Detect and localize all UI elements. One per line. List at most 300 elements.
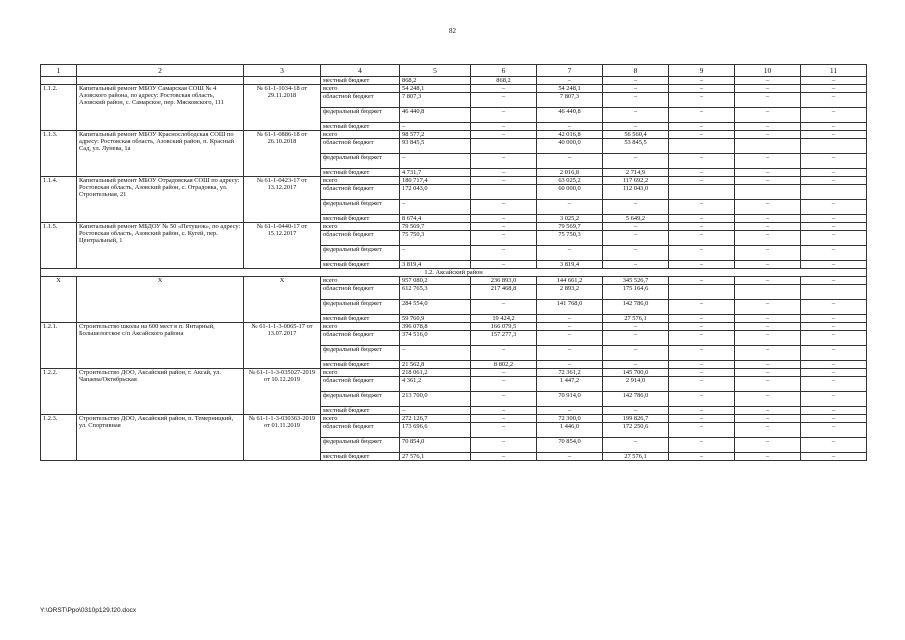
value-cell: – bbox=[735, 438, 801, 453]
budget-type: местный бюджет bbox=[321, 315, 400, 323]
value-cell: – bbox=[801, 300, 867, 315]
header-cell: 10 bbox=[735, 65, 801, 77]
table-row bbox=[41, 85, 867, 93]
value-cell: – bbox=[735, 246, 801, 261]
value-cell: – bbox=[471, 246, 537, 261]
value-cell: – bbox=[669, 85, 735, 93]
section-row bbox=[41, 269, 867, 277]
budget-type: федеральный бюджет bbox=[321, 154, 400, 169]
value-cell: – bbox=[471, 131, 537, 139]
item-name: Капитальный ремонт МБОУ Самарская СОШ № 4 Азовского района, по адресу: Ростовская область, Азовский район, с. Самарское, пер. Мясковского, 111 bbox=[77, 85, 244, 131]
value-cell: 8 674,4 bbox=[400, 215, 471, 223]
value-cell: – bbox=[801, 169, 867, 177]
budget-type: местный бюджет bbox=[321, 407, 400, 415]
value-cell: – bbox=[801, 392, 867, 407]
value-cell: 5 649,2 bbox=[603, 215, 669, 223]
item-number: Х bbox=[41, 277, 77, 323]
table-row bbox=[41, 277, 867, 285]
value-cell: – bbox=[801, 361, 867, 369]
budget-type: местный бюджет bbox=[321, 453, 400, 461]
value-cell: – bbox=[603, 346, 669, 361]
value-cell: – bbox=[669, 392, 735, 407]
value-cell: – bbox=[735, 415, 801, 423]
value-cell: – bbox=[669, 277, 735, 285]
value-cell: – bbox=[471, 423, 537, 438]
value-cell: – bbox=[801, 154, 867, 169]
value-cell: – bbox=[603, 77, 669, 85]
item-number: 1.1.5. bbox=[41, 223, 77, 269]
budget-type: всего bbox=[321, 415, 400, 423]
page-number: 82 bbox=[449, 27, 456, 35]
value-cell: 272 126,7 bbox=[400, 415, 471, 423]
value-cell: – bbox=[801, 377, 867, 392]
value-cell: 4 361,2 bbox=[400, 377, 471, 392]
value-cell: – bbox=[801, 223, 867, 231]
budget-type: федеральный бюджет bbox=[321, 246, 400, 261]
item-name: Капитальный ремонт МБДОУ № 50 «Петушок», по адресу: Ростовская область, Азовский район, с. Кугей, пер. Центральный, 1 bbox=[77, 223, 244, 269]
value-cell bbox=[801, 285, 867, 300]
value-cell: – bbox=[801, 453, 867, 461]
value-cell: – bbox=[471, 346, 537, 361]
header-cell: 1 bbox=[41, 65, 77, 77]
value-cell: – bbox=[735, 154, 801, 169]
value-cell: – bbox=[537, 331, 603, 346]
value-cell: – bbox=[801, 423, 867, 438]
value-cell: – bbox=[471, 261, 537, 269]
value-cell: 284 554,0 bbox=[400, 300, 471, 315]
value-cell: 46 440,8 bbox=[537, 108, 603, 123]
value-cell: – bbox=[669, 377, 735, 392]
value-cell: – bbox=[735, 423, 801, 438]
value-cell bbox=[735, 185, 801, 200]
item-document: № 61-1-1034-18 от 29.11.2018 bbox=[244, 85, 321, 131]
value-cell: – bbox=[669, 215, 735, 223]
value-cell: – bbox=[603, 108, 669, 123]
value-cell bbox=[801, 139, 867, 154]
value-cell: – bbox=[669, 300, 735, 315]
value-cell: 612 765,3 bbox=[400, 285, 471, 300]
value-cell: 236 893,0 bbox=[471, 277, 537, 285]
value-cell: 98 577,2 bbox=[400, 131, 471, 139]
value-cell: – bbox=[669, 346, 735, 361]
value-cell: – bbox=[537, 361, 603, 369]
value-cell: – bbox=[669, 369, 735, 377]
value-cell: 396 078,8 bbox=[400, 323, 471, 331]
value-cell: – bbox=[801, 415, 867, 423]
value-cell: – bbox=[801, 346, 867, 361]
value-cell: – bbox=[735, 123, 801, 131]
item-document: Х bbox=[244, 277, 321, 323]
value-cell: – bbox=[603, 407, 669, 415]
budget-type: областной бюджет bbox=[321, 185, 400, 200]
value-cell: 173 696,6 bbox=[400, 423, 471, 438]
value-cell: – bbox=[735, 277, 801, 285]
value-cell: – bbox=[735, 453, 801, 461]
value-cell: 42 016,8 bbox=[537, 131, 603, 139]
value-cell: – bbox=[801, 261, 867, 269]
value-cell: – bbox=[400, 407, 471, 415]
value-cell: – bbox=[669, 231, 735, 246]
value-cell: 175 164,6 bbox=[603, 285, 669, 300]
value-cell: – bbox=[669, 323, 735, 331]
value-cell: – bbox=[400, 246, 471, 261]
value-cell bbox=[801, 185, 867, 200]
header-cell: 11 bbox=[801, 65, 867, 77]
value-cell: – bbox=[471, 231, 537, 246]
value-cell: 180 717,4 bbox=[400, 177, 471, 185]
value-cell: – bbox=[669, 93, 735, 108]
value-cell: 79 569,7 bbox=[400, 223, 471, 231]
value-cell: – bbox=[801, 215, 867, 223]
budget-type: местный бюджет bbox=[321, 123, 400, 131]
budget-type: областной бюджет bbox=[321, 285, 400, 300]
value-cell: – bbox=[603, 154, 669, 169]
value-cell: 75 750,3 bbox=[400, 231, 471, 246]
value-cell: 19 424,2 bbox=[471, 315, 537, 323]
value-cell: – bbox=[735, 361, 801, 369]
value-cell: 2 714,9 bbox=[603, 169, 669, 177]
budget-type: всего bbox=[321, 131, 400, 139]
value-cell: 2 893,2 bbox=[537, 285, 603, 300]
value-cell: – bbox=[669, 123, 735, 131]
budget-type: федеральный бюджет bbox=[321, 108, 400, 123]
value-cell: – bbox=[603, 223, 669, 231]
value-cell: – bbox=[537, 407, 603, 415]
value-cell: 2 914,0 bbox=[603, 377, 669, 392]
budget-type: областной бюджет bbox=[321, 93, 400, 108]
header-cell: 5 bbox=[400, 65, 471, 77]
value-cell: – bbox=[669, 331, 735, 346]
empty-cell bbox=[77, 77, 244, 85]
value-cell: 21 562,8 bbox=[400, 361, 471, 369]
value-cell: – bbox=[669, 77, 735, 85]
value-cell: 145 700,0 bbox=[603, 369, 669, 377]
item-document: № 61-1-0440-17 от 15.12.2017 bbox=[244, 223, 321, 269]
value-cell: 53 845,5 bbox=[603, 139, 669, 154]
budget-type: областной бюджет bbox=[321, 331, 400, 346]
value-cell: – bbox=[603, 438, 669, 453]
value-cell: 8 802,2 bbox=[471, 361, 537, 369]
value-cell: 27 576,1 bbox=[400, 453, 471, 461]
value-cell: – bbox=[471, 407, 537, 415]
value-cell: 172 250,6 bbox=[603, 423, 669, 438]
header-cell: 9 bbox=[669, 65, 735, 77]
value-cell: – bbox=[537, 77, 603, 85]
table-row bbox=[41, 415, 867, 423]
value-cell: – bbox=[801, 93, 867, 108]
value-cell: – bbox=[471, 123, 537, 131]
value-cell: – bbox=[603, 323, 669, 331]
value-cell: – bbox=[400, 346, 471, 361]
value-cell: – bbox=[735, 215, 801, 223]
value-cell: – bbox=[801, 246, 867, 261]
item-document: № 61-1-1-3-035027-2019 от 10.12.2019 bbox=[244, 369, 321, 415]
budget-type: всего bbox=[321, 177, 400, 185]
value-cell: – bbox=[801, 85, 867, 93]
value-cell: 217 468,8 bbox=[471, 285, 537, 300]
value-cell: 59 760,9 bbox=[400, 315, 471, 323]
item-document: № 61-1-0886-18 от 26.10.2018 bbox=[244, 131, 321, 177]
value-cell: – bbox=[603, 231, 669, 246]
value-cell: – bbox=[471, 215, 537, 223]
value-cell: – bbox=[801, 177, 867, 185]
value-cell: – bbox=[400, 123, 471, 131]
empty-cell bbox=[244, 77, 321, 85]
value-cell: 3 025,2 bbox=[537, 215, 603, 223]
budget-type: всего bbox=[321, 323, 400, 331]
budget-type: федеральный бюджет bbox=[321, 200, 400, 215]
table-row bbox=[41, 131, 867, 139]
value-cell: 72 361,2 bbox=[537, 369, 603, 377]
header-cell: 3 bbox=[244, 65, 321, 77]
budget-type: областной бюджет bbox=[321, 423, 400, 438]
value-cell: – bbox=[669, 246, 735, 261]
value-cell: 218 061,2 bbox=[400, 369, 471, 377]
value-cell: – bbox=[735, 231, 801, 246]
value-cell: – bbox=[669, 177, 735, 185]
budget-type: федеральный бюджет bbox=[321, 346, 400, 361]
value-cell: 56 560,4 bbox=[603, 131, 669, 139]
value-cell: 166 079,5 bbox=[471, 323, 537, 331]
value-cell: 72 300,0 bbox=[537, 415, 603, 423]
value-cell: 54 248,1 bbox=[537, 85, 603, 93]
value-cell: – bbox=[669, 438, 735, 453]
value-cell: 213 700,0 bbox=[400, 392, 471, 407]
value-cell: 144 661,2 bbox=[537, 277, 603, 285]
value-cell: 199 826,7 bbox=[603, 415, 669, 423]
value-cell: – bbox=[537, 123, 603, 131]
budget-type: местный бюджет bbox=[321, 169, 400, 177]
value-cell: 60 000,0 bbox=[537, 185, 603, 200]
value-cell bbox=[735, 285, 801, 300]
table-row bbox=[41, 77, 867, 85]
item-document: № 61-1-1-3-0065-17 от 13.07.2017 bbox=[244, 323, 321, 369]
value-cell: 117 692,2 bbox=[603, 177, 669, 185]
value-cell: 157 277,3 bbox=[471, 331, 537, 346]
value-cell: 4 731,7 bbox=[400, 169, 471, 177]
item-name: Строительство ДОО, Аксайский район, п. Темерницкий, ул. Спортивная bbox=[77, 415, 244, 461]
value-cell: – bbox=[471, 169, 537, 177]
item-number: 1.1.4. bbox=[41, 177, 77, 223]
value-cell: – bbox=[735, 200, 801, 215]
value-cell: 54 248,1 bbox=[400, 85, 471, 93]
item-name: Строительство школы на 600 мест в п. Янтарный, Большелогское с/п Аксайского района bbox=[77, 323, 244, 369]
value-cell: – bbox=[471, 93, 537, 108]
budget-type: всего bbox=[321, 277, 400, 285]
value-cell: 172 043,0 bbox=[400, 185, 471, 200]
budget-type: федеральный бюджет bbox=[321, 392, 400, 407]
budget-type: всего bbox=[321, 223, 400, 231]
budget-type: всего bbox=[321, 85, 400, 93]
value-cell: – bbox=[801, 438, 867, 453]
value-cell: – bbox=[471, 438, 537, 453]
value-cell: 142 786,0 bbox=[603, 300, 669, 315]
value-cell: – bbox=[471, 200, 537, 215]
value-cell: – bbox=[801, 407, 867, 415]
value-cell: – bbox=[669, 361, 735, 369]
header-cell: 8 bbox=[603, 65, 669, 77]
value-cell: – bbox=[537, 453, 603, 461]
value-cell: 142 786,0 bbox=[603, 392, 669, 407]
budget-type: областной бюджет bbox=[321, 139, 400, 154]
budget-type: местный бюджет bbox=[321, 261, 400, 269]
value-cell bbox=[669, 285, 735, 300]
value-cell: – bbox=[735, 300, 801, 315]
item-number: 1.2.2. bbox=[41, 369, 77, 415]
value-cell: – bbox=[603, 93, 669, 108]
budget-type: всего bbox=[321, 369, 400, 377]
item-number: 1.1.2. bbox=[41, 85, 77, 131]
value-cell: 40 000,0 bbox=[537, 139, 603, 154]
item-number: 1.2.3. bbox=[41, 415, 77, 461]
value-cell: 1 446,0 bbox=[537, 423, 603, 438]
value-cell: – bbox=[603, 361, 669, 369]
value-cell: 46 440,8 bbox=[400, 108, 471, 123]
value-cell: 3 819,4 bbox=[400, 261, 471, 269]
value-cell: 7 807,3 bbox=[400, 93, 471, 108]
value-cell: – bbox=[735, 315, 801, 323]
item-document: № 61-1-0423-17 от 13.12.2017 bbox=[244, 177, 321, 223]
value-cell: 868,2 bbox=[400, 77, 471, 85]
value-cell: – bbox=[471, 154, 537, 169]
value-cell: – bbox=[471, 223, 537, 231]
value-cell: 63 025,2 bbox=[537, 177, 603, 185]
budget-type: местный бюджет bbox=[321, 361, 400, 369]
value-cell: – bbox=[603, 123, 669, 131]
value-cell: – bbox=[735, 85, 801, 93]
item-name: Х bbox=[77, 277, 244, 323]
value-cell: – bbox=[801, 200, 867, 215]
header-cell: 4 bbox=[321, 65, 400, 77]
value-cell: – bbox=[669, 108, 735, 123]
value-cell: – bbox=[669, 154, 735, 169]
value-cell: – bbox=[669, 261, 735, 269]
table-row bbox=[41, 223, 867, 231]
value-cell: – bbox=[669, 423, 735, 438]
value-cell: – bbox=[669, 169, 735, 177]
value-cell: – bbox=[471, 453, 537, 461]
value-cell bbox=[471, 139, 537, 154]
value-cell: – bbox=[735, 177, 801, 185]
value-cell: – bbox=[537, 323, 603, 331]
item-document: № 61-1-1-3-030363-2019 от 01.11.2019 bbox=[244, 415, 321, 461]
value-cell: – bbox=[735, 131, 801, 139]
section-title: 1.2. Аксайский район bbox=[41, 269, 867, 277]
value-cell: – bbox=[603, 246, 669, 261]
budget-type: федеральный бюджет bbox=[321, 300, 400, 315]
header-cell: 2 bbox=[77, 65, 244, 77]
value-cell: – bbox=[801, 323, 867, 331]
value-cell: – bbox=[471, 415, 537, 423]
value-cell: 345 526,7 bbox=[603, 277, 669, 285]
header-row bbox=[41, 65, 867, 77]
value-cell: 112 043,0 bbox=[603, 185, 669, 200]
value-cell: – bbox=[735, 369, 801, 377]
budget-type: областной бюджет bbox=[321, 231, 400, 246]
value-cell: – bbox=[735, 108, 801, 123]
budget-type: местный бюджет bbox=[321, 77, 400, 85]
value-cell: 141 768,0 bbox=[537, 300, 603, 315]
item-name: Капитальный ремонт МБОУ Краснослободская СОШ по адресу: Ростовская область, Азовский район, п. Красный Сад, ул. Лунева, 1а bbox=[77, 131, 244, 177]
value-cell: – bbox=[801, 123, 867, 131]
value-cell: – bbox=[801, 131, 867, 139]
value-cell: – bbox=[400, 200, 471, 215]
value-cell: 70 914,0 bbox=[537, 392, 603, 407]
value-cell: 27 576,1 bbox=[603, 315, 669, 323]
value-cell: – bbox=[471, 392, 537, 407]
value-cell: – bbox=[801, 315, 867, 323]
item-name: Строительство ДОО, Аксайский район, г. Аксай, ул. Чапаева/Октябрьская bbox=[77, 369, 244, 415]
value-cell: – bbox=[669, 223, 735, 231]
value-cell: 27 576,1 bbox=[603, 453, 669, 461]
value-cell: – bbox=[735, 407, 801, 415]
value-cell: – bbox=[735, 77, 801, 85]
value-cell: – bbox=[735, 261, 801, 269]
value-cell: – bbox=[471, 177, 537, 185]
value-cell bbox=[471, 185, 537, 200]
value-cell: – bbox=[801, 77, 867, 85]
value-cell: 70 854,0 bbox=[537, 438, 603, 453]
value-cell: 75 750,3 bbox=[537, 231, 603, 246]
value-cell: – bbox=[801, 369, 867, 377]
value-cell: – bbox=[471, 85, 537, 93]
value-cell: – bbox=[669, 407, 735, 415]
value-cell bbox=[669, 139, 735, 154]
value-cell: – bbox=[603, 85, 669, 93]
value-cell: 3 819,4 bbox=[537, 261, 603, 269]
value-cell: – bbox=[603, 331, 669, 346]
value-cell: – bbox=[735, 323, 801, 331]
value-cell: – bbox=[735, 377, 801, 392]
value-cell: – bbox=[801, 331, 867, 346]
empty-cell bbox=[41, 77, 77, 85]
value-cell bbox=[669, 185, 735, 200]
item-number: 1.1.3. bbox=[41, 131, 77, 177]
budget-type: областной бюджет bbox=[321, 377, 400, 392]
table-row bbox=[41, 177, 867, 185]
value-cell: 374 516,0 bbox=[400, 331, 471, 346]
table-row bbox=[41, 323, 867, 331]
value-cell: 868,2 bbox=[471, 77, 537, 85]
budget-type: местный бюджет bbox=[321, 215, 400, 223]
value-cell: 7 807,3 bbox=[537, 93, 603, 108]
item-number: 1.2.1. bbox=[41, 323, 77, 369]
value-cell: – bbox=[669, 315, 735, 323]
value-cell: – bbox=[669, 415, 735, 423]
value-cell: – bbox=[735, 93, 801, 108]
value-cell: – bbox=[537, 154, 603, 169]
value-cell bbox=[735, 139, 801, 154]
value-cell: – bbox=[735, 392, 801, 407]
value-cell: – bbox=[801, 108, 867, 123]
value-cell: – bbox=[669, 131, 735, 139]
file-path: Y:\ORST\Ppo\0310p129.f20.docx bbox=[40, 607, 137, 614]
value-cell: 2 016,8 bbox=[537, 169, 603, 177]
value-cell: – bbox=[400, 154, 471, 169]
value-cell: – bbox=[471, 369, 537, 377]
value-cell: 79 569,7 bbox=[537, 223, 603, 231]
value-cell: – bbox=[537, 346, 603, 361]
budget-table bbox=[40, 64, 867, 461]
header-cell: 7 bbox=[537, 65, 603, 77]
value-cell: – bbox=[471, 300, 537, 315]
value-cell: – bbox=[735, 331, 801, 346]
value-cell: – bbox=[471, 377, 537, 392]
value-cell: – bbox=[471, 108, 537, 123]
value-cell: – bbox=[669, 453, 735, 461]
table-row bbox=[41, 369, 867, 377]
item-name: Капитальный ремонт МБОУ Отрадовская СОШ по адресу: Ростовская область, Азовский район, с. Отрадовка, ул. Строительная, 21 bbox=[77, 177, 244, 223]
